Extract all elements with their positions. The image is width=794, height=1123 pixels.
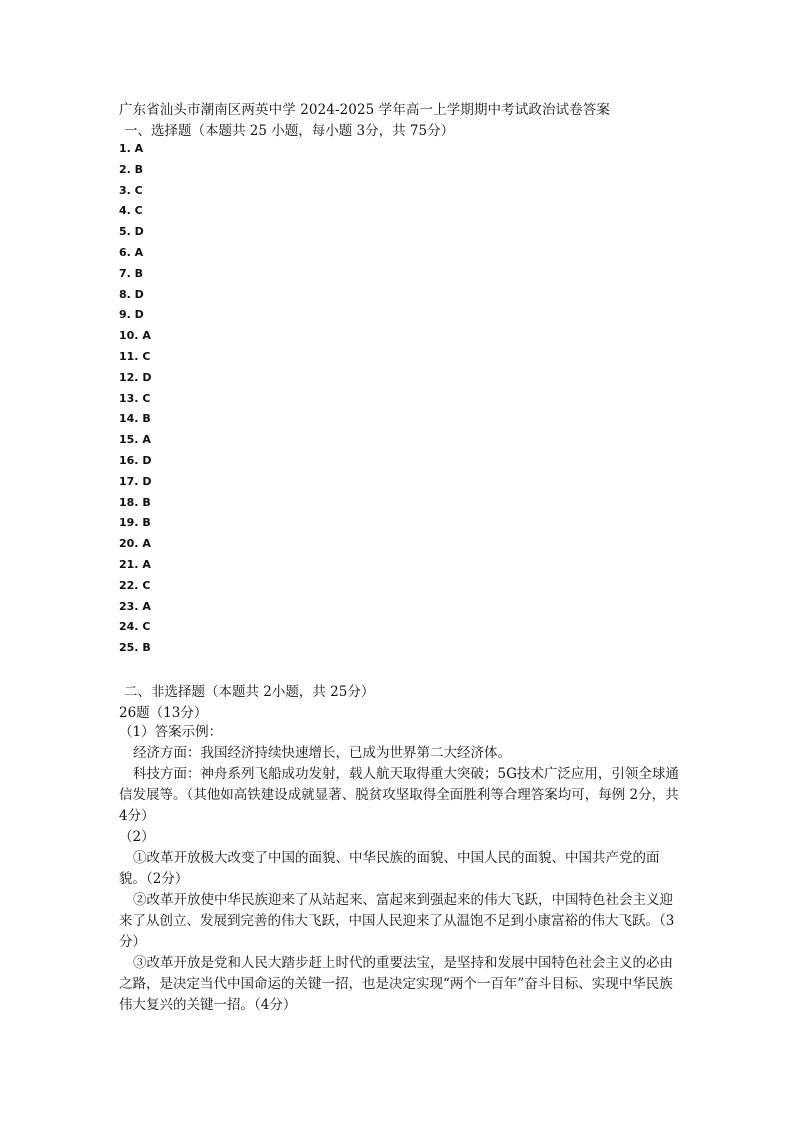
answer-item: 1. A bbox=[119, 142, 144, 155]
answer-item: 16. D bbox=[119, 453, 152, 467]
part2-label: （2） bbox=[119, 829, 155, 845]
answer-item: 10. A bbox=[119, 329, 151, 343]
answer-item: 23. A bbox=[119, 599, 151, 613]
answer-item: 14. B bbox=[119, 412, 151, 426]
answer-item: 7. B bbox=[119, 266, 144, 280]
section-heading-choice: 一、选择题（本题共 25 小题，每小题 3分，共 75分） bbox=[124, 123, 455, 139]
question-26-heading: 26题（13分） bbox=[119, 705, 208, 721]
part2-point-1: ①改革开放极大改变了中国的面貌、中华民族的面貌、中国人民的面貌、中国共产党的面貌。（2分） bbox=[119, 850, 660, 887]
part1-technology: 科技方面：神舟系列飞船成功发射，载人航天取得重大突破；5G技术广泛应用，引领全球通信发展等。（其他如高铁建设成就显著、脱贫攻坚取得全面胜利等合理答案均可，每例 2分，共 4分） bbox=[119, 766, 679, 824]
answer-item: 19. B bbox=[119, 516, 151, 530]
answer-item: 24. C bbox=[119, 620, 151, 634]
answer-item: 9. D bbox=[119, 308, 144, 322]
answer-item: 12. D bbox=[119, 370, 152, 384]
answer-item: 17. D bbox=[119, 474, 152, 488]
question-26-answer bbox=[119, 722, 679, 1016]
answer-item: 20. A bbox=[119, 537, 151, 551]
answer-list bbox=[119, 141, 151, 661]
part2-point-2: ②改革开放使中华民族迎来了从站起来、富起来到强起来的伟大飞跃，中国特色社会主义迎来了从创立、发展到完善的伟大飞跃，中国人民迎来了从温饱不足到小康富裕的伟大飞跃。（3分） bbox=[119, 892, 675, 950]
answer-item: 3. C bbox=[119, 183, 143, 197]
answer-item: 25. B bbox=[119, 641, 151, 655]
answer-item: 6. A bbox=[119, 245, 144, 259]
section-heading-nonchoice: 二、非选择题（本题共 2小题，共 25分） bbox=[124, 684, 375, 700]
part1-economy: 经济方面：我国经济持续快速增长，已成为世界第二大经济体。 bbox=[133, 745, 511, 761]
answer-item: 21. A bbox=[119, 557, 151, 571]
part2-point-3: ③改革开放是党和人民大踏步赶上时代的重要法宝，是坚持和发展中国特色社会主义的必由之路，是决定当代中国命运的关键一招，也是决定实现“两个一百年”奋斗目标、实现中华民族伟大复兴的关键一招。（4分） bbox=[119, 955, 673, 1013]
document-title: 广东省汕头市潮南区两英中学 2024-2025 学年高一上学期期中考试政治试卷答案 bbox=[119, 102, 610, 118]
answer-item: 4. C bbox=[119, 204, 143, 218]
part1-label: （1）答案示例： bbox=[119, 724, 223, 740]
answer-item: 8. D bbox=[119, 287, 144, 301]
answer-item: 11. C bbox=[119, 349, 151, 363]
answer-item: 13. C bbox=[119, 391, 151, 405]
answer-item: 18. B bbox=[119, 495, 151, 509]
answer-item: 5. D bbox=[119, 225, 144, 239]
answer-item: 15. A bbox=[119, 433, 151, 447]
answer-item: 2. B bbox=[119, 162, 144, 176]
answer-item: 22. C bbox=[119, 578, 151, 592]
